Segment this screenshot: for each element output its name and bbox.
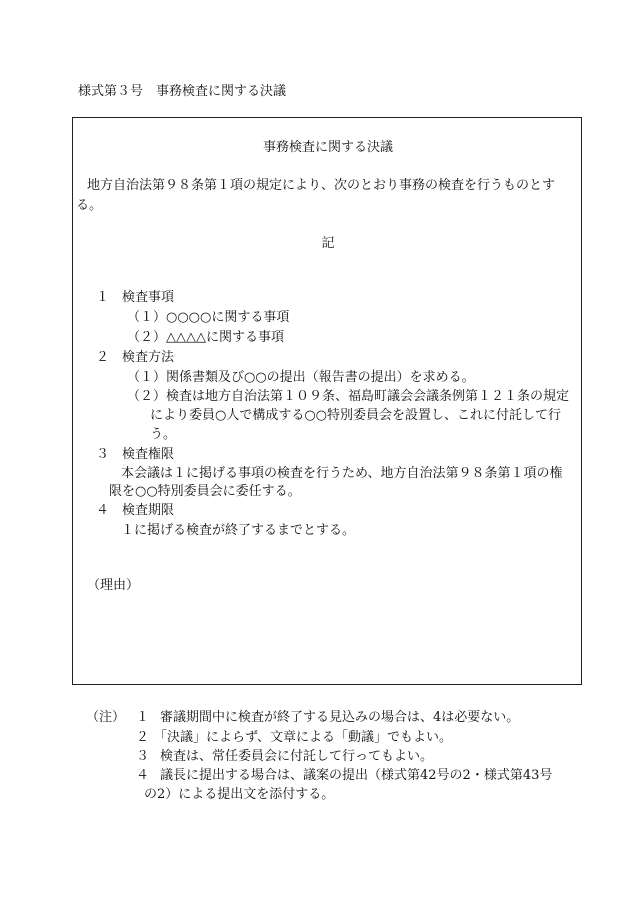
note-4-number: ４ — [136, 768, 150, 783]
note-2-text: 「決議」によらず、文章による「動議」でもよい。 — [154, 730, 452, 745]
reason-label: （理由） — [87, 578, 140, 593]
notes-label: （注） — [86, 710, 126, 725]
note-4-text-line-2: の2）による提出文を添付する。 — [144, 787, 335, 802]
preamble-line-2: る。 — [76, 198, 103, 213]
section-2-item-2-line-3: う。 — [150, 427, 177, 442]
section-2-heading: ２ 検査方法 — [96, 350, 175, 365]
note-3-number: ３ — [136, 749, 150, 764]
form-heading: 様式第３号 事務検査に関する決議 — [78, 84, 287, 99]
section-2-item-2-line-1: （２）検査は地方自治法第１０９条、福島町議会会議条例第１２１条の規定 — [127, 389, 570, 404]
resolution-form-box — [72, 117, 582, 685]
note-3-text: 検査は、常任委員会に付託して行ってもよい。 — [160, 749, 434, 764]
section-2-item-2-line-2: により委員○人で構成する○○特別委員会を設置し、これに付託して行 — [150, 408, 562, 423]
section-3-body-line-1: 本会議は１に掲げる事項の検査を行うため、地方自治法第９８条第１項の権 — [121, 466, 563, 481]
note-4-text-line-1: 議長に提出する場合は、議案の提出（様式第42号の2・様式第43号 — [160, 768, 553, 783]
document-title: 事務検査に関する決議 — [262, 140, 393, 155]
note-2-number: ２ — [136, 730, 150, 745]
section-3-heading: ３ 検査権限 — [96, 447, 175, 462]
section-3-body-line-2: 限を○○特別委員会に委任する。 — [109, 484, 301, 499]
section-1-heading: １ 検査事項 — [96, 290, 175, 305]
note-1-text: 審議期間中に検査が終了する見込みの場合は、4は必要ない。 — [160, 710, 520, 725]
note-1-number: １ — [136, 710, 150, 725]
section-4-body: １に掲げる検査が終了するまでとする。 — [121, 523, 356, 538]
section-1-item-2: （２）△△△△に関する事項 — [127, 330, 284, 345]
section-2-item-1: （１）関係書類及び○○の提出（報告書の提出）を求める。 — [127, 370, 475, 385]
ki-mark: 記 — [321, 236, 335, 251]
section-4-heading: ４ 検査期限 — [96, 503, 175, 518]
section-1-item-1: （１）○○○○に関する事項 — [127, 310, 290, 325]
preamble-line-1: 地方自治法第９８条第１項の規定により、次のとおり事務の検査を行うものとす — [87, 178, 556, 193]
